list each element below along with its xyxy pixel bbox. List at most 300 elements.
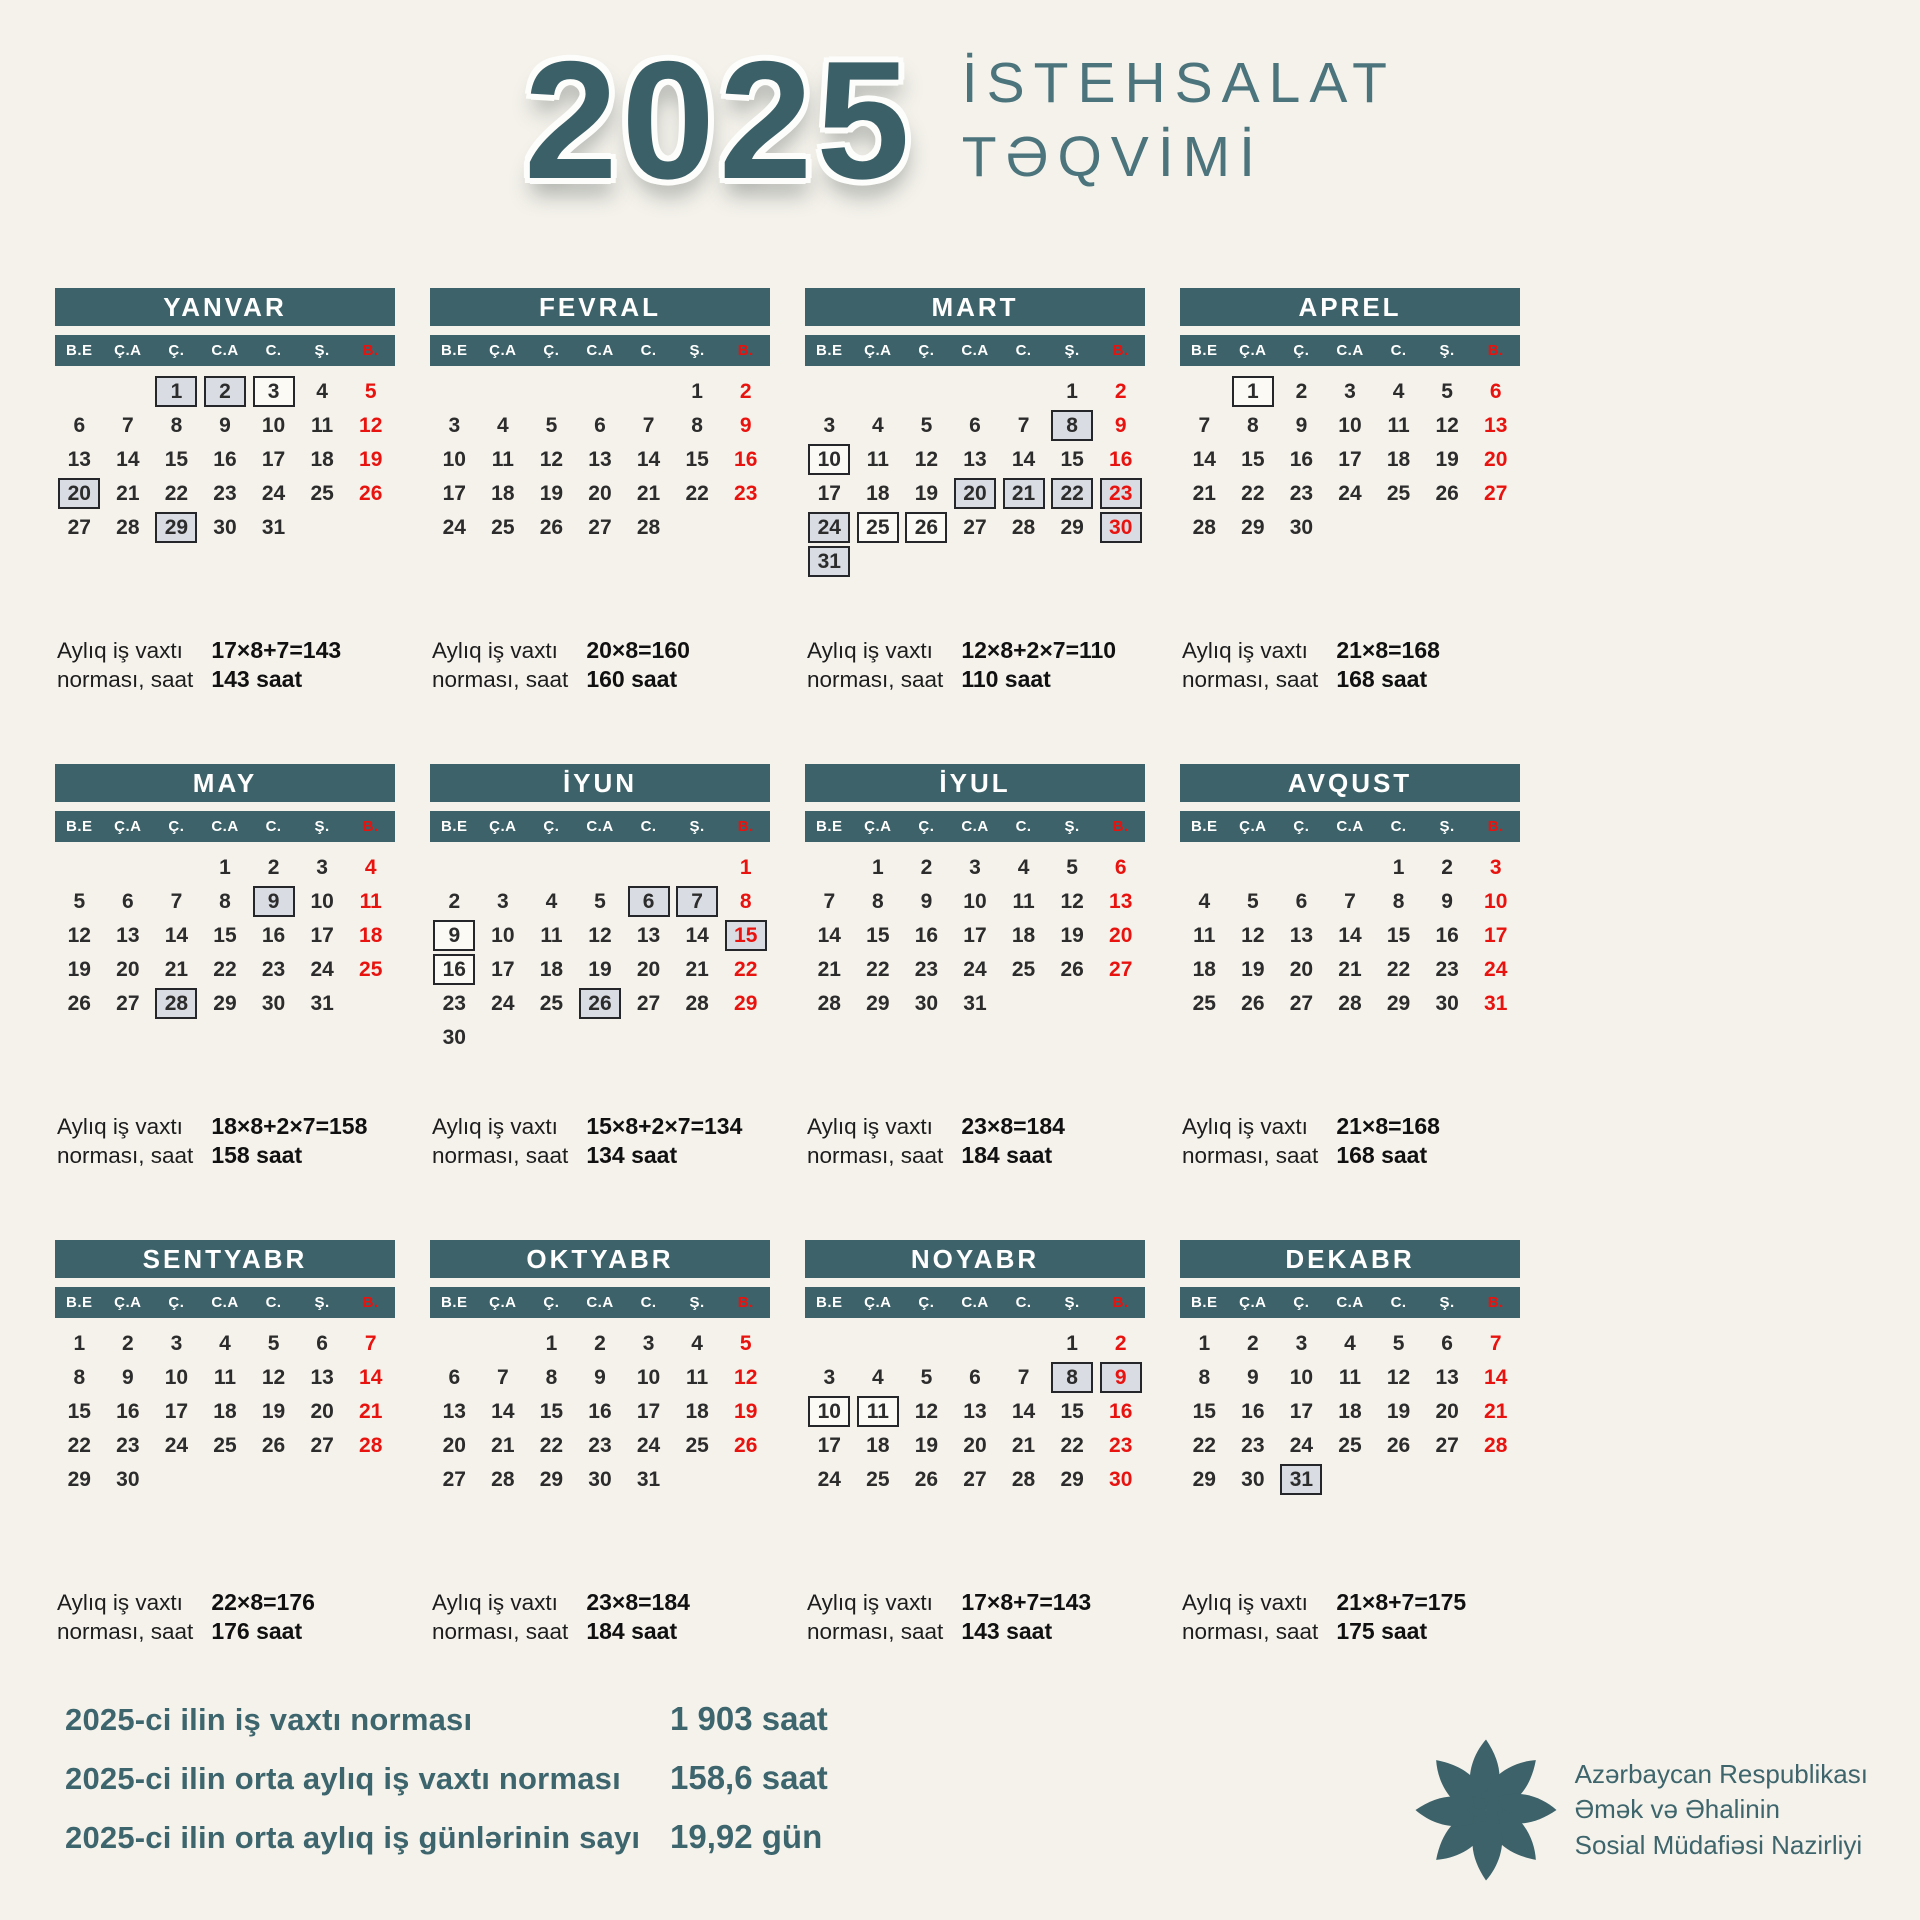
day-number: 5	[267, 1331, 280, 1355]
day-cell	[346, 1360, 395, 1394]
day-cell	[721, 1394, 770, 1428]
day-number: 3	[1344, 379, 1356, 403]
day-number: 17	[442, 481, 466, 505]
day-number: 10	[491, 923, 515, 947]
day-number: 14	[1338, 923, 1362, 947]
day-number: 17	[310, 923, 334, 947]
sunday-day: 28	[1484, 1433, 1508, 1457]
day-cell	[104, 1462, 153, 1496]
day-cell	[999, 510, 1048, 544]
norm-value	[1336, 1112, 1440, 1171]
holiday-day: 29	[155, 512, 197, 543]
day-cell	[1374, 952, 1423, 986]
day-cell	[721, 1020, 770, 1054]
day-number: 30	[1241, 1467, 1265, 1491]
month-norm	[432, 1112, 742, 1171]
day-number: 25	[491, 515, 515, 539]
day-cell	[999, 952, 1048, 986]
day-cell	[624, 408, 673, 442]
day-number: 20	[588, 481, 612, 505]
day-cell	[1471, 476, 1520, 510]
day-cell	[249, 918, 298, 952]
day-cell	[527, 952, 576, 986]
day-cell	[346, 986, 395, 1020]
month-block	[430, 1240, 770, 1660]
day-header: Ç.	[918, 818, 935, 835]
day-cell	[1326, 1394, 1375, 1428]
day-cell	[527, 408, 576, 442]
day-number: 26	[1386, 1433, 1411, 1457]
norm-total: 176 saat	[211, 1618, 303, 1645]
day-number: 7	[1017, 413, 1030, 437]
day-number: 14	[491, 1399, 515, 1423]
day-header: B.E	[1191, 818, 1218, 835]
day-cell	[999, 408, 1048, 442]
day-cell	[298, 476, 347, 510]
day-cell	[55, 918, 104, 952]
norm-total: 168 saat	[1336, 666, 1428, 693]
norm-label-2: norması, saat	[807, 667, 944, 693]
day-number: 21	[491, 1433, 515, 1457]
day-number: 17	[963, 923, 987, 947]
day-cell	[1229, 952, 1278, 986]
day-cell	[999, 544, 1048, 578]
day-cell	[55, 1326, 104, 1360]
sunday-day: 9	[739, 413, 752, 437]
day-number: 25	[1011, 957, 1036, 981]
day-number: 24	[1289, 1433, 1314, 1457]
day-number: 5	[73, 889, 86, 913]
day-cell	[673, 952, 722, 986]
holiday-day: 6	[628, 886, 670, 917]
day-cell	[1277, 986, 1326, 1020]
norm-label	[1182, 1588, 1318, 1647]
day-cell	[951, 544, 1000, 578]
day-header: Ç.A	[864, 342, 892, 359]
day-header: Ş.	[689, 818, 705, 835]
day-cell	[951, 918, 1000, 952]
day-header: Ç.A	[114, 342, 142, 359]
day-cell	[55, 408, 104, 442]
day-number: 9	[1247, 1365, 1259, 1389]
sunday-day: 30	[1109, 1467, 1133, 1491]
holiday-day: 16	[433, 954, 475, 985]
day-cell	[999, 850, 1048, 884]
day-cell	[201, 850, 250, 884]
day-cell	[346, 1462, 395, 1496]
day-header-row	[1180, 811, 1520, 842]
day-cell	[1096, 408, 1145, 442]
day-cell	[430, 1394, 479, 1428]
holiday-day: 15	[725, 920, 767, 951]
day-number: 25	[1338, 1433, 1362, 1457]
sunday-day: 12	[359, 413, 383, 437]
day-number: 4	[1017, 855, 1030, 879]
day-cell	[576, 476, 625, 510]
day-cell	[576, 952, 625, 986]
day-cell	[576, 850, 625, 884]
day-header: Ç.A	[1239, 342, 1267, 359]
norm-label	[807, 1588, 943, 1647]
day-cell	[1471, 1360, 1520, 1394]
day-cell	[1471, 510, 1520, 544]
day-number: 29	[67, 1467, 91, 1491]
day-number: 5	[594, 889, 606, 913]
day-cell	[201, 408, 250, 442]
day-number: 5	[545, 413, 558, 437]
norm-total: 134 saat	[586, 1142, 678, 1169]
day-number: 26	[1435, 481, 1459, 505]
month-norm	[432, 636, 690, 695]
holiday-day: 23	[1100, 478, 1142, 509]
norm-label-1: Aylıq iş vaxtı	[432, 1114, 558, 1139]
day-header: Ç.	[918, 1294, 935, 1311]
day-number: 27	[116, 991, 140, 1015]
month-block	[805, 764, 1145, 1184]
day-number: 29	[213, 991, 237, 1015]
day-number: 26	[539, 515, 564, 539]
day-number: 22	[1192, 1433, 1216, 1457]
day-cell	[55, 884, 104, 918]
day-cell	[902, 1326, 951, 1360]
day-number: 30	[116, 1467, 140, 1491]
day-cell	[346, 1326, 395, 1360]
day-number: 25	[866, 1467, 890, 1491]
sunday-day: 21	[1484, 1399, 1508, 1423]
day-cell	[527, 1428, 576, 1462]
day-number: 24	[261, 481, 286, 505]
day-number: 19	[539, 481, 564, 505]
holiday-day: 7	[676, 886, 718, 917]
sunday-day: 9	[1114, 413, 1127, 437]
day-cell	[479, 510, 528, 544]
day-header: C.A	[1336, 818, 1364, 835]
day-cell	[104, 442, 153, 476]
day-number: 7	[642, 413, 655, 437]
norm-label-2: norması, saat	[432, 667, 569, 693]
day-number: 6	[969, 1365, 981, 1389]
day-cell	[298, 408, 347, 442]
day-cell	[854, 374, 903, 408]
norm-label-2: norması, saat	[57, 667, 194, 693]
day-cell	[721, 952, 770, 986]
day-cell	[673, 1428, 722, 1462]
day-cell	[1229, 986, 1278, 1020]
day-number: 20	[963, 1433, 987, 1457]
day-cell	[854, 510, 903, 544]
month-block	[430, 764, 770, 1184]
norm-formula: 12×8+2×7=110	[961, 637, 1117, 663]
month-norm	[57, 1588, 315, 1647]
day-cell	[805, 408, 854, 442]
day-number: 29	[1060, 515, 1084, 539]
holiday-day: 26	[579, 988, 621, 1019]
day-cell	[479, 1326, 528, 1360]
month-block	[1180, 764, 1520, 1184]
day-cell	[479, 374, 528, 408]
day-cell	[201, 374, 250, 408]
day-cell	[201, 1360, 250, 1394]
norm-label	[57, 1112, 193, 1171]
day-number: 30	[213, 515, 237, 539]
day-header: Ç.A	[489, 342, 517, 359]
day-number: 19	[588, 957, 612, 981]
holiday-day: 11	[857, 1396, 899, 1427]
day-cell	[1374, 442, 1423, 476]
day-cell	[249, 952, 298, 986]
month-days	[805, 850, 1145, 1020]
day-number: 15	[1060, 1399, 1084, 1423]
day-cell	[854, 544, 903, 578]
day-number: 23	[914, 957, 939, 981]
day-number: 19	[1060, 923, 1084, 947]
day-cell	[201, 476, 250, 510]
day-number: 15	[685, 447, 709, 471]
day-cell	[479, 1394, 528, 1428]
day-cell	[721, 1462, 770, 1496]
day-number: 5	[1247, 889, 1259, 913]
day-cell	[1277, 1428, 1326, 1462]
month-title: DEKABR	[1180, 1240, 1520, 1278]
day-cell	[152, 476, 201, 510]
day-header-row	[55, 335, 395, 366]
day-header: B.	[1112, 818, 1129, 835]
day-number: 24	[491, 991, 515, 1015]
day-number: 27	[636, 991, 661, 1015]
month-norm	[1182, 1112, 1440, 1171]
sunday-day: 27	[1109, 957, 1133, 981]
day-cell	[576, 1462, 625, 1496]
day-number: 21	[116, 481, 140, 505]
month-days	[55, 374, 395, 544]
day-number: 17	[1289, 1399, 1314, 1423]
day-number: 13	[1289, 923, 1314, 947]
day-cell	[1326, 850, 1375, 884]
day-cell	[152, 918, 201, 952]
day-header: Ç.	[543, 342, 560, 359]
day-number: 25	[213, 1433, 237, 1457]
norm-label	[1182, 636, 1318, 695]
day-cell	[624, 442, 673, 476]
day-number: 10	[1338, 413, 1362, 437]
sunday-day: 14	[1484, 1365, 1508, 1389]
day-cell	[201, 442, 250, 476]
day-header-row	[55, 1287, 395, 1318]
day-number: 12	[1241, 923, 1265, 947]
day-number: 23	[1289, 481, 1314, 505]
day-cell	[1374, 374, 1423, 408]
day-cell	[854, 952, 903, 986]
norm-label-2: norması, saat	[432, 1619, 569, 1645]
day-cell	[1048, 374, 1097, 408]
day-number: 6	[122, 889, 134, 913]
day-header-row	[805, 1287, 1145, 1318]
day-cell	[152, 510, 201, 544]
month-norm	[807, 1588, 1091, 1647]
day-cell	[902, 1462, 951, 1496]
day-number: 1	[73, 1331, 86, 1355]
day-cell	[951, 1462, 1000, 1496]
day-number: 14	[116, 447, 140, 471]
day-number: 27	[963, 1467, 987, 1491]
day-number: 25	[1386, 481, 1411, 505]
day-header: C.	[640, 342, 657, 359]
day-cell	[152, 1360, 201, 1394]
day-cell	[346, 884, 395, 918]
day-cell	[673, 476, 722, 510]
holiday-day: 28	[155, 988, 197, 1019]
day-number: 29	[1060, 1467, 1084, 1491]
day-header-row	[55, 811, 395, 842]
day-number: 3	[1295, 1331, 1308, 1355]
day-cell	[805, 510, 854, 544]
norm-total: 143 saat	[211, 666, 303, 693]
norm-label	[57, 636, 193, 695]
day-number: 24	[817, 1467, 841, 1491]
day-cell	[951, 374, 1000, 408]
day-number: 19	[261, 1399, 286, 1423]
sunday-day: 27	[1484, 481, 1508, 505]
day-header-row	[1180, 335, 1520, 366]
day-header: Ş.	[314, 818, 330, 835]
day-number: 3	[316, 855, 328, 879]
day-header: B.	[737, 342, 754, 359]
day-cell	[298, 1462, 347, 1496]
day-cell	[430, 1462, 479, 1496]
day-number: 15	[1192, 1399, 1216, 1423]
month-norm	[432, 1588, 690, 1647]
day-number: 10	[310, 889, 334, 913]
norm-formula: 23×8=184	[961, 1113, 1065, 1139]
day-cell	[152, 408, 201, 442]
day-cell	[1048, 476, 1097, 510]
day-header: Ç.	[168, 1294, 185, 1311]
day-number: 16	[213, 447, 237, 471]
day-cell	[527, 442, 576, 476]
month-title: OKTYABR	[430, 1240, 770, 1278]
day-cell	[1277, 1394, 1326, 1428]
day-cell	[999, 1462, 1048, 1496]
day-cell	[104, 510, 153, 544]
day-cell	[249, 476, 298, 510]
day-header: Ş.	[1439, 818, 1455, 835]
day-number: 20	[1289, 957, 1314, 981]
norm-total: 158 saat	[211, 1142, 303, 1169]
day-cell	[999, 1326, 1048, 1360]
day-cell	[527, 918, 576, 952]
day-cell	[1048, 918, 1097, 952]
day-cell	[430, 918, 479, 952]
norm-total: 110 saat	[961, 666, 1051, 693]
day-number: 7	[122, 413, 134, 437]
day-number: 4	[219, 1331, 231, 1355]
day-cell	[1048, 1462, 1097, 1496]
day-header: C.A	[586, 818, 614, 835]
holiday-day: 20	[954, 478, 996, 509]
sunday-day: 13	[1109, 889, 1133, 913]
day-cell	[527, 884, 576, 918]
summary-row	[65, 1700, 828, 1738]
day-cell	[805, 374, 854, 408]
norm-formula: 20×8=160	[586, 637, 690, 663]
day-header: B.E	[66, 1294, 93, 1311]
day-cell	[298, 510, 347, 544]
day-cell	[999, 986, 1048, 1020]
norm-label-1: Aylıq iş vaxtı	[1182, 638, 1308, 663]
day-cell	[624, 510, 673, 544]
norm-label-2: norması, saat	[1182, 1619, 1319, 1645]
day-number: 8	[1392, 889, 1405, 913]
day-cell	[721, 986, 770, 1020]
day-number: 18	[213, 1399, 237, 1423]
day-number: 28	[636, 515, 661, 539]
day-number: 17	[164, 1399, 189, 1423]
day-number: 13	[963, 1399, 987, 1423]
day-number: 8	[691, 413, 703, 437]
day-cell	[1096, 544, 1145, 578]
day-number: 11	[540, 923, 563, 947]
day-cell	[1096, 952, 1145, 986]
day-cell	[1471, 1462, 1520, 1496]
day-cell	[805, 850, 854, 884]
sunday-day: 26	[734, 1433, 758, 1457]
day-number: 4	[872, 413, 884, 437]
norm-value	[1336, 1588, 1466, 1647]
day-cell	[999, 1360, 1048, 1394]
day-number: 13	[116, 923, 140, 947]
day-number: 19	[914, 1433, 939, 1457]
day-number: 15	[866, 923, 890, 947]
day-cell	[673, 986, 722, 1020]
sunday-day: 13	[1484, 413, 1508, 437]
day-cell	[1180, 918, 1229, 952]
norm-label-1: Aylıq iş vaxtı	[57, 638, 183, 663]
day-number: 6	[594, 413, 606, 437]
day-cell	[479, 1020, 528, 1054]
day-cell	[479, 1462, 528, 1496]
day-cell	[1096, 850, 1145, 884]
day-cell	[527, 1462, 576, 1496]
day-number: 11	[491, 447, 514, 471]
day-cell	[805, 1462, 854, 1496]
day-number: 23	[442, 991, 466, 1015]
day-cell	[1471, 986, 1520, 1020]
day-header: B.	[737, 1294, 754, 1311]
day-number: 3	[448, 413, 461, 437]
day-cell	[1326, 986, 1375, 1020]
day-cell	[854, 884, 903, 918]
day-number: 15	[1241, 447, 1265, 471]
day-number: 14	[636, 447, 661, 471]
sunday-day: 23	[1109, 1433, 1133, 1457]
day-cell	[1374, 510, 1423, 544]
day-header: C.	[1390, 1294, 1407, 1311]
day-number: 18	[866, 481, 890, 505]
day-number: 13	[1435, 1365, 1459, 1389]
day-number: 30	[442, 1025, 466, 1049]
day-number: 24	[442, 515, 466, 539]
day-header: Ç.A	[1239, 818, 1267, 835]
day-header: Ş.	[1439, 342, 1455, 359]
day-cell	[673, 1462, 722, 1496]
day-cell	[1374, 1462, 1423, 1496]
day-number: 28	[685, 991, 709, 1015]
day-cell	[430, 374, 479, 408]
day-cell	[854, 918, 903, 952]
day-cell	[902, 850, 951, 884]
day-cell	[902, 510, 951, 544]
day-number: 24	[636, 1433, 661, 1457]
